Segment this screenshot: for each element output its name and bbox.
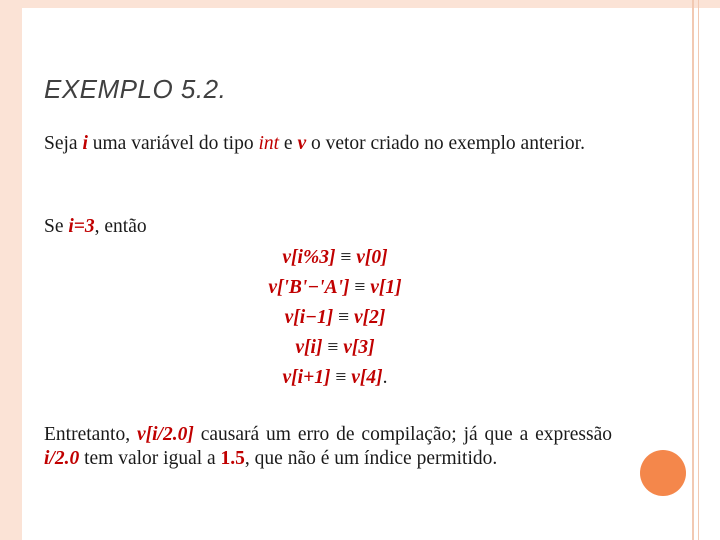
eq-rhs: v[2] — [353, 307, 386, 328]
equivalence-line — [220, 303, 450, 333]
slide-rule-right-thin — [698, 0, 699, 540]
eq-lhs: v[i+1] — [282, 367, 331, 388]
eq-rhs: v[3] — [343, 337, 375, 358]
equivalence-line — [220, 243, 450, 273]
equiv-symbol: ≡ — [338, 307, 350, 328]
equivalence-line — [220, 273, 450, 303]
condition-expression: i=3 — [68, 216, 95, 237]
text: Seja — [44, 133, 83, 154]
equiv-symbol: ≡ — [335, 367, 347, 388]
expression-division: i/2.0 — [44, 448, 80, 469]
eq-rhs: v[4] — [351, 367, 383, 388]
text: Entretanto, — [44, 424, 137, 445]
type-int: int — [258, 133, 280, 154]
slide-border-top — [0, 0, 720, 8]
equivalence-line — [220, 333, 450, 363]
slide-title: EXEMPLO 5.2. — [44, 74, 227, 104]
slide-border-left — [0, 0, 22, 540]
eq-lhs: v[i−1] — [284, 307, 334, 328]
text: e — [279, 133, 298, 154]
equivalence-line — [220, 363, 450, 393]
text: uma variável do tipo — [87, 133, 259, 154]
text: , então — [94, 216, 147, 237]
eq-lhs: v['B'−'A'] — [268, 277, 350, 298]
text: tem valor igual a — [79, 448, 221, 469]
var-v: v — [297, 133, 307, 154]
text: Se — [44, 216, 69, 237]
eq-rhs: v[1] — [370, 277, 402, 298]
text: causará um erro de compilação; já que a expressão — [193, 424, 613, 445]
decorative-circle-icon — [640, 450, 686, 496]
eq-rhs: v[0] — [356, 247, 388, 268]
equiv-symbol: ≡ — [354, 277, 366, 298]
paragraph-conclusion — [44, 423, 612, 471]
eq-lhs: v[i] — [295, 337, 323, 358]
paragraph-condition — [44, 215, 612, 239]
eq-lhs: v[i%3] — [282, 247, 336, 268]
equiv-symbol: ≡ — [327, 337, 339, 358]
paragraph-intro — [44, 132, 612, 156]
text: o vetor criado no exemplo anterior. — [306, 133, 585, 154]
slide-rule-right — [692, 0, 694, 540]
equiv-symbol: ≡ — [340, 247, 352, 268]
equivalence-list — [220, 243, 450, 393]
text: , que não é um índice permitido. — [244, 448, 498, 469]
expression-invalid-index: v[i/2.0] — [136, 424, 194, 445]
var-i: i — [82, 133, 88, 154]
value-1-5: 1.5 — [220, 448, 245, 469]
eq-end: . — [382, 367, 388, 388]
